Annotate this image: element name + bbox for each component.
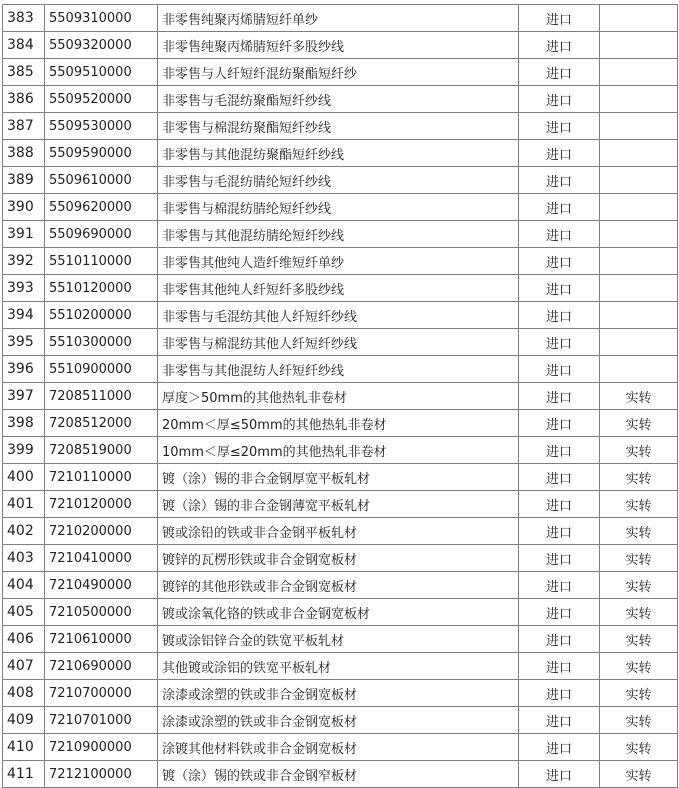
table-row <box>3 86 678 113</box>
hs-code-cell: 7210110000 <box>45 464 158 491</box>
direction-cell: 进口 <box>519 572 600 599</box>
hs-code-cell: 5509610000 <box>45 167 158 194</box>
hs-code-cell: 7210690000 <box>45 653 158 680</box>
row-number: 394 <box>3 302 45 329</box>
row-number: 383 <box>3 5 45 32</box>
transfer-cell <box>600 140 678 167</box>
transfer-cell: 实转 <box>600 383 678 410</box>
direction-cell: 进口 <box>519 626 600 653</box>
table-row <box>3 464 678 491</box>
direction-cell: 进口 <box>519 167 600 194</box>
row-number: 410 <box>3 734 45 761</box>
row-number: 391 <box>3 221 45 248</box>
row-number: 388 <box>3 140 45 167</box>
table-row <box>3 356 678 383</box>
direction-cell: 进口 <box>519 653 600 680</box>
transfer-cell: 实转 <box>600 599 678 626</box>
table-row <box>3 113 678 140</box>
row-number: 405 <box>3 599 45 626</box>
transfer-cell <box>600 275 678 302</box>
product-name-cell: 镀锌的其他形铁或非合金钢宽板材 <box>158 572 519 599</box>
product-name-cell: 镀锌的瓦楞形铁或非合金钢宽板材 <box>158 545 519 572</box>
row-number: 395 <box>3 329 45 356</box>
direction-cell: 进口 <box>519 356 600 383</box>
hs-code-cell: 5509690000 <box>45 221 158 248</box>
row-number: 393 <box>3 275 45 302</box>
product-name-cell: 其他镀或涂铝的铁宽平板轧材 <box>158 653 519 680</box>
table-row <box>3 5 678 32</box>
direction-cell: 进口 <box>519 275 600 302</box>
transfer-cell <box>600 86 678 113</box>
row-number: 399 <box>3 437 45 464</box>
table-row <box>3 437 678 464</box>
product-name-cell: 非零售与毛混纺腈纶短纤纱线 <box>158 167 519 194</box>
hs-code-cell: 7210490000 <box>45 572 158 599</box>
hs-code-cell: 5510200000 <box>45 302 158 329</box>
product-name-cell: 镀（涂）锡的铁或非合金钢窄板材 <box>158 761 519 788</box>
direction-cell: 进口 <box>519 86 600 113</box>
table-row <box>3 329 678 356</box>
direction-cell: 进口 <box>519 383 600 410</box>
table-row <box>3 599 678 626</box>
row-number: 385 <box>3 59 45 86</box>
row-number: 396 <box>3 356 45 383</box>
hs-code-cell: 7210701000 <box>45 707 158 734</box>
row-number: 407 <box>3 653 45 680</box>
table-row <box>3 410 678 437</box>
row-number: 408 <box>3 680 45 707</box>
transfer-cell: 实转 <box>600 545 678 572</box>
transfer-cell: 实转 <box>600 437 678 464</box>
product-name-cell: 镀（涂）锡的非合金钢厚宽平板轧材 <box>158 464 519 491</box>
table-row <box>3 383 678 410</box>
transfer-cell <box>600 167 678 194</box>
table-row <box>3 518 678 545</box>
hs-code-cell: 5509620000 <box>45 194 158 221</box>
product-name-cell: 镀或涂铅的铁或非合金钢平板轧材 <box>158 518 519 545</box>
commodity-code-table <box>2 4 678 788</box>
table-row <box>3 248 678 275</box>
table-row <box>3 221 678 248</box>
product-name-cell: 非零售纯聚丙烯腈短纤单纱 <box>158 5 519 32</box>
table-row <box>3 653 678 680</box>
product-name-cell: 镀（涂）锡的非合金钢薄宽平板轧材 <box>158 491 519 518</box>
row-number: 409 <box>3 707 45 734</box>
table-row <box>3 59 678 86</box>
hs-code-cell: 5509530000 <box>45 113 158 140</box>
product-name-cell: 非零售与棉混纺腈纶短纤纱线 <box>158 194 519 221</box>
hs-code-cell: 5509320000 <box>45 32 158 59</box>
table-row <box>3 626 678 653</box>
product-name-cell: 非零售与其他混纺腈纶短纤纱线 <box>158 221 519 248</box>
table-row <box>3 275 678 302</box>
transfer-cell <box>600 356 678 383</box>
hs-code-cell: 5510900000 <box>45 356 158 383</box>
product-name-cell: 非零售纯聚丙烯腈短纤多股纱线 <box>158 32 519 59</box>
product-name-cell: 非零售与棉混纺其他人纤短纤纱线 <box>158 329 519 356</box>
transfer-cell <box>600 32 678 59</box>
hs-code-cell: 7210900000 <box>45 734 158 761</box>
direction-cell: 进口 <box>519 248 600 275</box>
transfer-cell: 实转 <box>600 572 678 599</box>
table-row <box>3 545 678 572</box>
product-name-cell: 10mm＜厚≤20mm的其他热轧非卷材 <box>158 437 519 464</box>
table-row <box>3 572 678 599</box>
table-row <box>3 167 678 194</box>
transfer-cell <box>600 302 678 329</box>
direction-cell: 进口 <box>519 32 600 59</box>
hs-code-cell: 7210700000 <box>45 680 158 707</box>
table-row <box>3 194 678 221</box>
direction-cell: 进口 <box>519 194 600 221</box>
transfer-cell <box>600 113 678 140</box>
direction-cell: 进口 <box>519 734 600 761</box>
product-name-cell: 厚度＞50mm的其他热轧非卷材 <box>158 383 519 410</box>
row-number: 403 <box>3 545 45 572</box>
transfer-cell: 实转 <box>600 680 678 707</box>
product-name-cell: 非零售其他纯人造纤维短纤单纱 <box>158 248 519 275</box>
transfer-cell: 实转 <box>600 734 678 761</box>
row-number: 389 <box>3 167 45 194</box>
product-name-cell: 镀或涂铝锌合金的铁宽平板轧材 <box>158 626 519 653</box>
row-number: 392 <box>3 248 45 275</box>
direction-cell: 进口 <box>519 464 600 491</box>
direction-cell: 进口 <box>519 680 600 707</box>
row-number: 401 <box>3 491 45 518</box>
product-name-cell: 涂漆或涂塑的铁或非合金钢宽板材 <box>158 680 519 707</box>
hs-code-cell: 7208512000 <box>45 410 158 437</box>
product-name-cell: 涂漆或涂塑的铁或非合金钢宽板材 <box>158 707 519 734</box>
direction-cell: 进口 <box>519 518 600 545</box>
direction-cell: 进口 <box>519 113 600 140</box>
hs-code-cell: 5510110000 <box>45 248 158 275</box>
product-name-cell: 非零售与其他混纺聚酯短纤纱线 <box>158 140 519 167</box>
table-row <box>3 761 678 788</box>
direction-cell: 进口 <box>519 599 600 626</box>
transfer-cell: 实转 <box>600 491 678 518</box>
table-row <box>3 680 678 707</box>
product-name-cell: 非零售与其他混纺人纤短纤纱线 <box>158 356 519 383</box>
row-number: 402 <box>3 518 45 545</box>
product-name-cell: 非零售其他纯人纤短纤多股纱线 <box>158 275 519 302</box>
row-number: 411 <box>3 761 45 788</box>
row-number: 404 <box>3 572 45 599</box>
transfer-cell <box>600 5 678 32</box>
product-name-cell: 镀或涂氧化铬的铁或非合金钢宽板材 <box>158 599 519 626</box>
direction-cell: 进口 <box>519 302 600 329</box>
table-row <box>3 491 678 518</box>
product-name-cell: 非零售与人纤短纤混纺聚酯短纤纱 <box>158 59 519 86</box>
hs-code-cell: 7208511000 <box>45 383 158 410</box>
hs-code-cell: 5509520000 <box>45 86 158 113</box>
row-number: 387 <box>3 113 45 140</box>
hs-code-cell: 7212100000 <box>45 761 158 788</box>
product-name-cell: 非零售与毛混纺其他人纤短纤纱线 <box>158 302 519 329</box>
direction-cell: 进口 <box>519 59 600 86</box>
table-row <box>3 707 678 734</box>
transfer-cell: 实转 <box>600 653 678 680</box>
row-number: 400 <box>3 464 45 491</box>
hs-code-cell: 7210200000 <box>45 518 158 545</box>
direction-cell: 进口 <box>519 410 600 437</box>
transfer-cell: 实转 <box>600 707 678 734</box>
row-number: 406 <box>3 626 45 653</box>
hs-code-cell: 5510120000 <box>45 275 158 302</box>
table-row <box>3 734 678 761</box>
table-body <box>3 5 678 788</box>
transfer-cell: 实转 <box>600 410 678 437</box>
direction-cell: 进口 <box>519 545 600 572</box>
transfer-cell <box>600 194 678 221</box>
transfer-cell <box>600 221 678 248</box>
direction-cell: 进口 <box>519 491 600 518</box>
product-name-cell: 非零售与毛混纺聚酯短纤纱线 <box>158 86 519 113</box>
hs-code-cell: 7210410000 <box>45 545 158 572</box>
hs-code-cell: 7210120000 <box>45 491 158 518</box>
transfer-cell: 实转 <box>600 761 678 788</box>
table-row <box>3 140 678 167</box>
transfer-cell: 实转 <box>600 518 678 545</box>
transfer-cell <box>600 329 678 356</box>
direction-cell: 进口 <box>519 140 600 167</box>
row-number: 386 <box>3 86 45 113</box>
hs-code-cell: 7208519000 <box>45 437 158 464</box>
row-number: 398 <box>3 410 45 437</box>
table-row <box>3 302 678 329</box>
hs-code-cell: 7210610000 <box>45 626 158 653</box>
direction-cell: 进口 <box>519 221 600 248</box>
direction-cell: 进口 <box>519 761 600 788</box>
hs-code-cell: 5509310000 <box>45 5 158 32</box>
row-number: 397 <box>3 383 45 410</box>
direction-cell: 进口 <box>519 707 600 734</box>
transfer-cell: 实转 <box>600 464 678 491</box>
hs-code-cell: 5510300000 <box>45 329 158 356</box>
product-name-cell: 涂镀其他材料铁或非合金钢宽板材 <box>158 734 519 761</box>
hs-code-cell: 7210500000 <box>45 599 158 626</box>
direction-cell: 进口 <box>519 5 600 32</box>
product-name-cell: 20mm＜厚≤50mm的其他热轧非卷材 <box>158 410 519 437</box>
table-row <box>3 32 678 59</box>
transfer-cell <box>600 59 678 86</box>
row-number: 384 <box>3 32 45 59</box>
direction-cell: 进口 <box>519 329 600 356</box>
transfer-cell <box>600 248 678 275</box>
row-number: 390 <box>3 194 45 221</box>
hs-code-cell: 5509590000 <box>45 140 158 167</box>
direction-cell: 进口 <box>519 437 600 464</box>
hs-code-cell: 5509510000 <box>45 59 158 86</box>
transfer-cell: 实转 <box>600 626 678 653</box>
product-name-cell: 非零售与棉混纺聚酯短纤纱线 <box>158 113 519 140</box>
